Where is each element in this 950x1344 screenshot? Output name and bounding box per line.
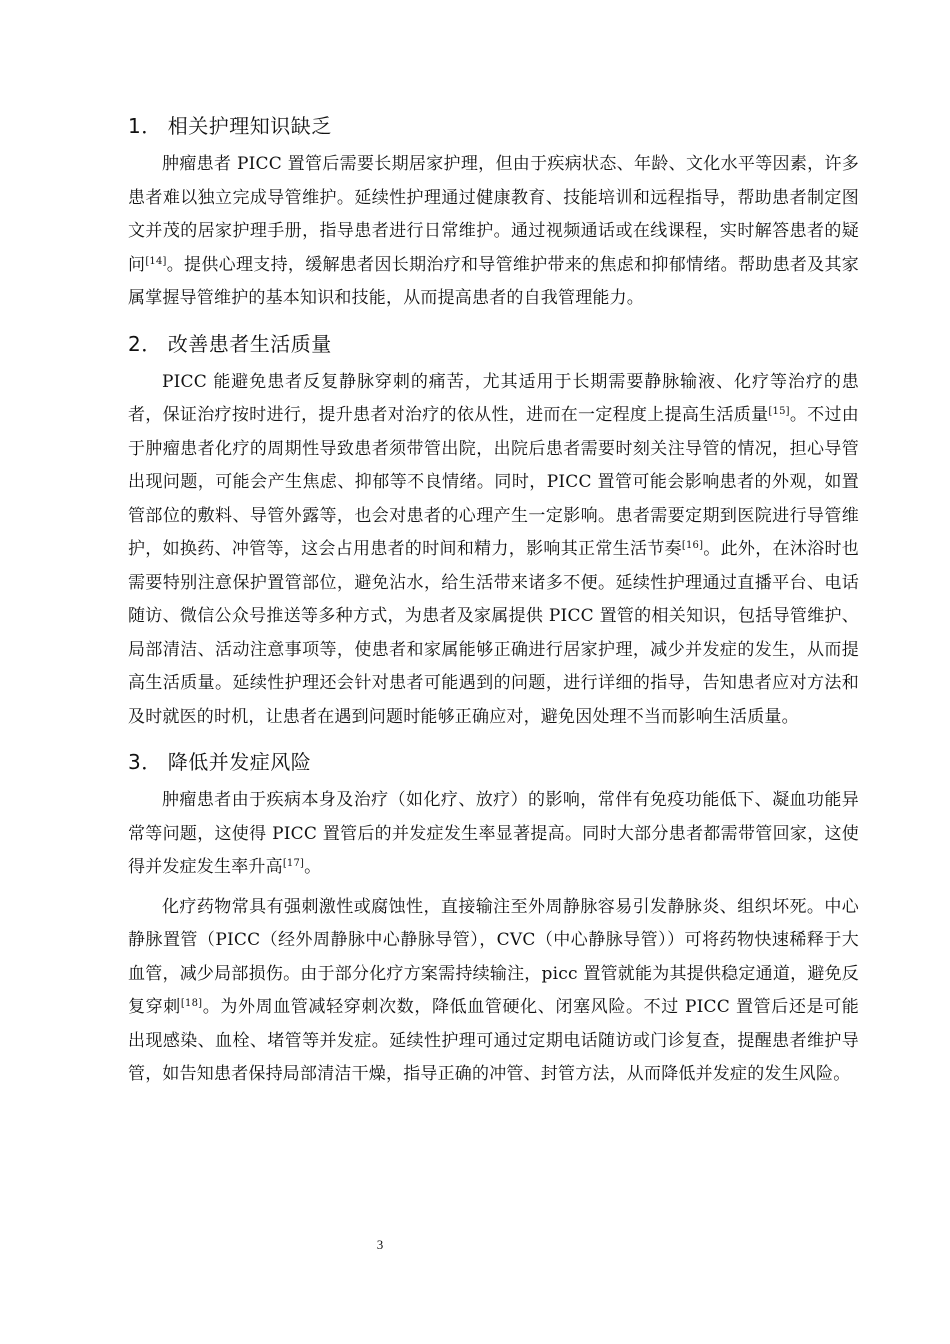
paragraph-text: 。不过由于肿瘤患者化疗的周期性导致患者须带管出院，出院后患者需要时刻关注导管的情况，担心导管出现问题，可能会产生焦虑、抑郁等不良情绪。同时，PICC 置管可能会影响患者的外观，如置管部位的敷料、导管外露等，也会对患者的心理产生一定影响。患者需要定期到医院进行导管维护，如换药、冲管等，这会占用患者的时间和精力，影响其正常生活节奏 xyxy=(128,405,859,559)
paragraph-text: PICC 能避免患者反复静脉穿刺的痛苦，尤其适用于长期需要静脉输液、化疗等治疗的患者，保证治疗按时进行，提升患者对治疗的依从性，进而在一定程度上提高生活质量 xyxy=(128,371,859,425)
citation-ref: [18] xyxy=(180,998,203,1009)
section-number: 1． xyxy=(128,114,162,138)
paragraph-text: 化疗药物常具有强刺激性或腐蚀性，直接输注至外周静脉容易引发静脉炎、组织坏死。中心静脉置管（PICC（经外周静脉中心静脉导管），CVC（中心静脉导管））可将药物快速稀释于大血管，减少局部损伤。由于部分化疗方案需持续输注，picc 置管就能为其提供稳定通道，避免反复穿刺 xyxy=(128,896,859,1017)
paragraph-text: 。为外周血管减轻穿刺次数，降低血管硬化、闭塞风险。不过 PICC 置管后还是可能出现感染、血栓、堵管等并发症。延续性护理可通过定期电话随访或门诊复查，提醒患者维护导管，如告知患者保持局部清洁干燥，指导正确的冲管、封管方法，从而降低并发症的发生风险。 xyxy=(128,997,859,1084)
paragraph xyxy=(128,148,859,316)
section-heading xyxy=(128,330,859,358)
citation-ref: [15] xyxy=(768,406,790,417)
citation-ref: [14] xyxy=(145,255,167,267)
paragraph-text: 。此外，在沐浴时也需要特别注意保护置管部位，避免沾水，给生活带来诸多不便。延续性护理通过直播平台、电话随访、微信公众号推送等多种方式，为患者及家属提供 PICC 置管的相关知识，包括导管维护、局部清洁、活动注意事项等，使患者和家属能够正确进行居家护理，减少并发症的发生，从而提高生活质量。延续性护理还会针对患者可能遇到的问题，进行详细的指导，告知患者应对方法和及时就医的时机，让患者在遇到问题时能够正确应对，避免因处理不当而影响生活质量。 xyxy=(128,539,859,727)
paragraph-text: 。提供心理支持，缓解患者因长期治疗和导管维护带来的焦虑和抑郁情绪。帮助患者及其家属掌握导管维护的基本知识和技能，从而提高患者的自我管理能力。 xyxy=(128,254,859,308)
citation-ref: [17] xyxy=(282,858,305,869)
section-heading xyxy=(128,748,859,776)
section-title: 改善患者生活质量 xyxy=(167,331,332,356)
paragraph xyxy=(128,891,859,1092)
paragraph xyxy=(128,366,859,735)
section-number: 2． xyxy=(128,331,162,356)
section-2 xyxy=(128,330,859,735)
section-number: 3． xyxy=(128,750,162,774)
section-3 xyxy=(128,748,859,1092)
section-heading xyxy=(128,112,859,140)
section-title: 相关护理知识缺乏 xyxy=(167,114,332,138)
paragraph xyxy=(128,784,859,885)
section-1 xyxy=(128,112,859,316)
paragraph-text: 。 xyxy=(304,857,322,877)
paragraph-text: 肿瘤患者由于疾病本身及治疗（如化疗、放疗）的影响，常伴有免疫功能低下、凝血功能异常等问题，这使得 PICC 置管后的并发症发生率显著提高。同时大部分患者都需带管回家，这使得并发症发生率升高 xyxy=(128,790,859,877)
document-body xyxy=(128,112,859,1098)
paragraph-text: 肿瘤患者 PICC 置管后需要长期居家护理，但由于疾病状态、年龄、文化水平等因素，许多患者难以独立完成导管维护。延续性护理通过健康教育、技能培训和远程指导，帮助患者制定图文并茂的居家护理手册，指导患者进行日常维护。通过视频通话或在线课程，实时解答患者的疑问 xyxy=(128,154,859,275)
page-number: 3 xyxy=(376,1237,384,1252)
citation-ref: [16] xyxy=(681,540,704,551)
section-title: 降低并发症风险 xyxy=(167,750,312,774)
